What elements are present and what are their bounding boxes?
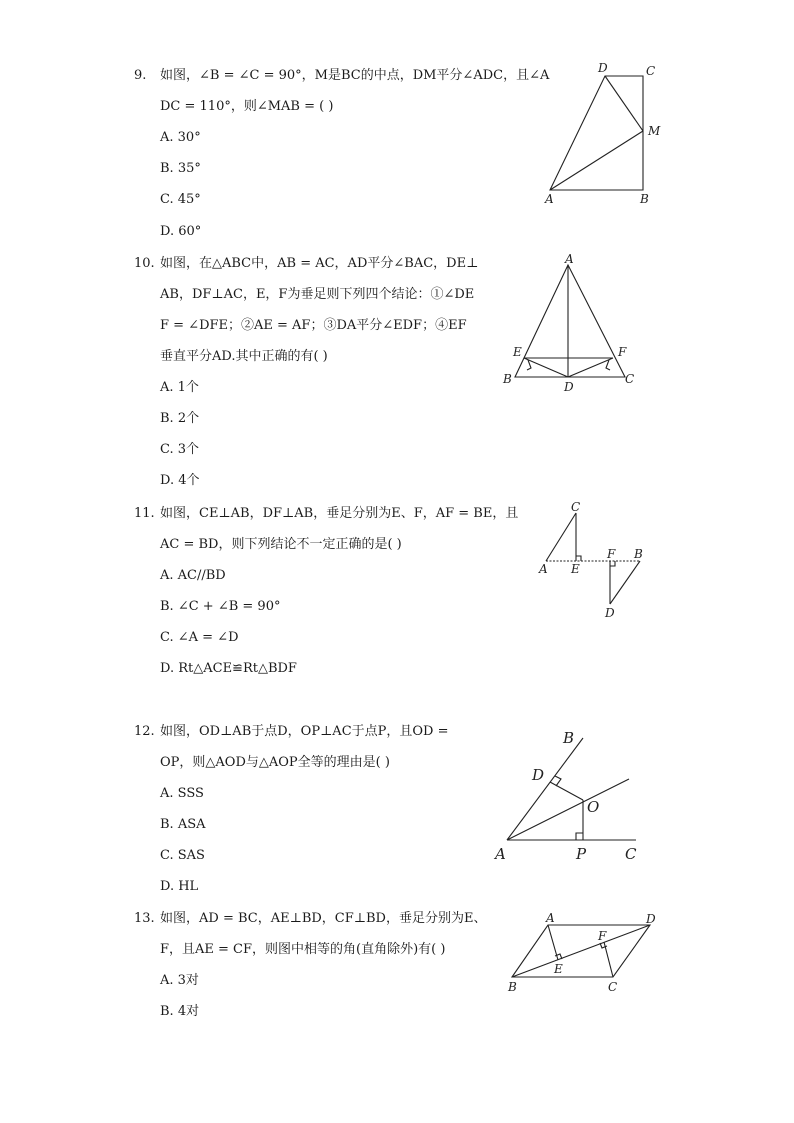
option-a[interactable]: A. 3对 <box>160 973 199 988</box>
label-d: D <box>598 61 608 75</box>
label-e: E <box>571 562 580 576</box>
question-number: 12. <box>134 724 155 739</box>
label-c: C <box>625 845 637 863</box>
question-number: 9. <box>134 68 147 83</box>
label-b: B <box>640 192 649 206</box>
option-d[interactable]: D. 4个 <box>160 473 200 488</box>
label-a: A <box>565 252 574 266</box>
label-d: D <box>605 606 615 620</box>
figure-isosceles-triangle <box>498 250 648 400</box>
ray-ao <box>507 779 629 840</box>
label-a: A <box>545 192 554 206</box>
label-c: C <box>625 372 635 386</box>
option-b[interactable]: B. 2个 <box>160 411 200 426</box>
label-b: B <box>634 547 643 561</box>
option-c[interactable]: C. 45° <box>160 192 201 207</box>
question-text-line: F = ∠DFE；②AE = AF；③DA平分∠EDF；④EF <box>160 318 467 333</box>
right-angle-mark-d <box>555 776 561 786</box>
label-d: D <box>532 766 545 784</box>
figure-quadrilateral-abcd <box>530 55 670 215</box>
label-a: A <box>546 911 555 925</box>
label-f: F <box>618 345 627 359</box>
ray-ab <box>507 738 583 840</box>
option-b[interactable]: B. 4对 <box>160 1004 200 1019</box>
label-f: F <box>598 929 607 943</box>
question-text-line: 如图，OD⊥AB于点D，OP⊥AC于点P，且OD = <box>160 724 449 739</box>
label-e: E <box>513 345 522 359</box>
question-text-line: OP，则△AOD与△AOP全等的理由是( ) <box>160 755 390 770</box>
label-m: M <box>648 124 661 138</box>
right-angle-mark-f <box>610 561 615 566</box>
option-d[interactable]: D. Rt△ACE≌Rt△BDF <box>160 661 297 676</box>
option-b[interactable]: B. 35° <box>160 161 201 176</box>
option-c[interactable]: C. SAS <box>160 848 205 863</box>
segment-bd <box>610 561 640 604</box>
right-angle-mark-p <box>576 833 583 840</box>
label-c: C <box>608 980 618 994</box>
option-a[interactable]: A. AC//BD <box>160 568 226 583</box>
label-c: C <box>571 500 581 514</box>
question-text-line: 如图，AD = BC，AE⊥BD，CF⊥BD，垂足分别为E、 <box>160 911 487 926</box>
label-a: A <box>539 562 548 576</box>
label-d: D <box>564 380 574 394</box>
question-number: 11. <box>134 506 155 521</box>
label-b: B <box>508 980 517 994</box>
figure-outline <box>550 76 643 190</box>
figure-angle-bisector <box>490 725 650 870</box>
segment-od <box>550 782 583 800</box>
right-angle-mark-f <box>606 360 610 370</box>
option-c[interactable]: C. ∠A = ∠D <box>160 630 239 645</box>
label-d: D <box>646 912 656 926</box>
option-c[interactable]: C. 3个 <box>160 442 200 457</box>
option-d[interactable]: D. HL <box>160 879 199 894</box>
figure-two-right-triangles <box>530 498 660 628</box>
question-number: 13. <box>134 911 155 926</box>
question-text-line: AB，DF⊥AC，E，F为垂足则下列四个结论：①∠DE <box>160 287 475 302</box>
right-angle-mark-e <box>527 360 531 370</box>
label-a: A <box>495 845 506 863</box>
question-number: 10. <box>134 256 155 271</box>
question-text-line: F，且AE = CF，则图中相等的角(直角除外)有( ) <box>160 942 446 957</box>
segment-dm <box>605 76 643 131</box>
segment-ae <box>548 925 558 960</box>
label-e: E <box>554 962 563 976</box>
segment-bd <box>512 925 650 977</box>
right-angle-mark-e <box>576 556 581 561</box>
option-d[interactable]: D. 60° <box>160 224 202 239</box>
label-o: O <box>587 798 600 816</box>
option-a[interactable]: A. 1个 <box>160 380 199 395</box>
question-text-line: 垂直平分AD.其中正确的有( ) <box>160 349 328 364</box>
question-text-line: DC = 110°，则∠MAB = ( ) <box>160 99 334 114</box>
label-b: B <box>563 729 575 747</box>
option-a[interactable]: A. SSS <box>160 786 204 801</box>
segment-ac <box>546 513 576 561</box>
question-text-line: 如图，在△ABC中，AB = AC，AD平分∠BAC，DE⊥ <box>160 256 479 271</box>
question-text-line: AC = BD，则下列结论不一定正确的是( ) <box>160 537 402 552</box>
label-b: B <box>503 372 512 386</box>
label-c: C <box>646 64 656 78</box>
question-text-line: 如图，CE⊥AB，DF⊥AB，垂足分别为E、F，AF = BE，且 <box>160 506 519 521</box>
option-a[interactable]: A. 30° <box>160 130 201 145</box>
question-text-line: 如图，∠B = ∠C = 90°，M是BC的中点，DM平分∠ADC，且∠A <box>160 68 550 83</box>
label-f: F <box>607 547 616 561</box>
label-p: P <box>576 845 587 863</box>
option-b[interactable]: B. ASA <box>160 817 206 832</box>
figure-parallelogram <box>500 905 670 1000</box>
option-b[interactable]: B. ∠C + ∠B = 90° <box>160 599 281 614</box>
